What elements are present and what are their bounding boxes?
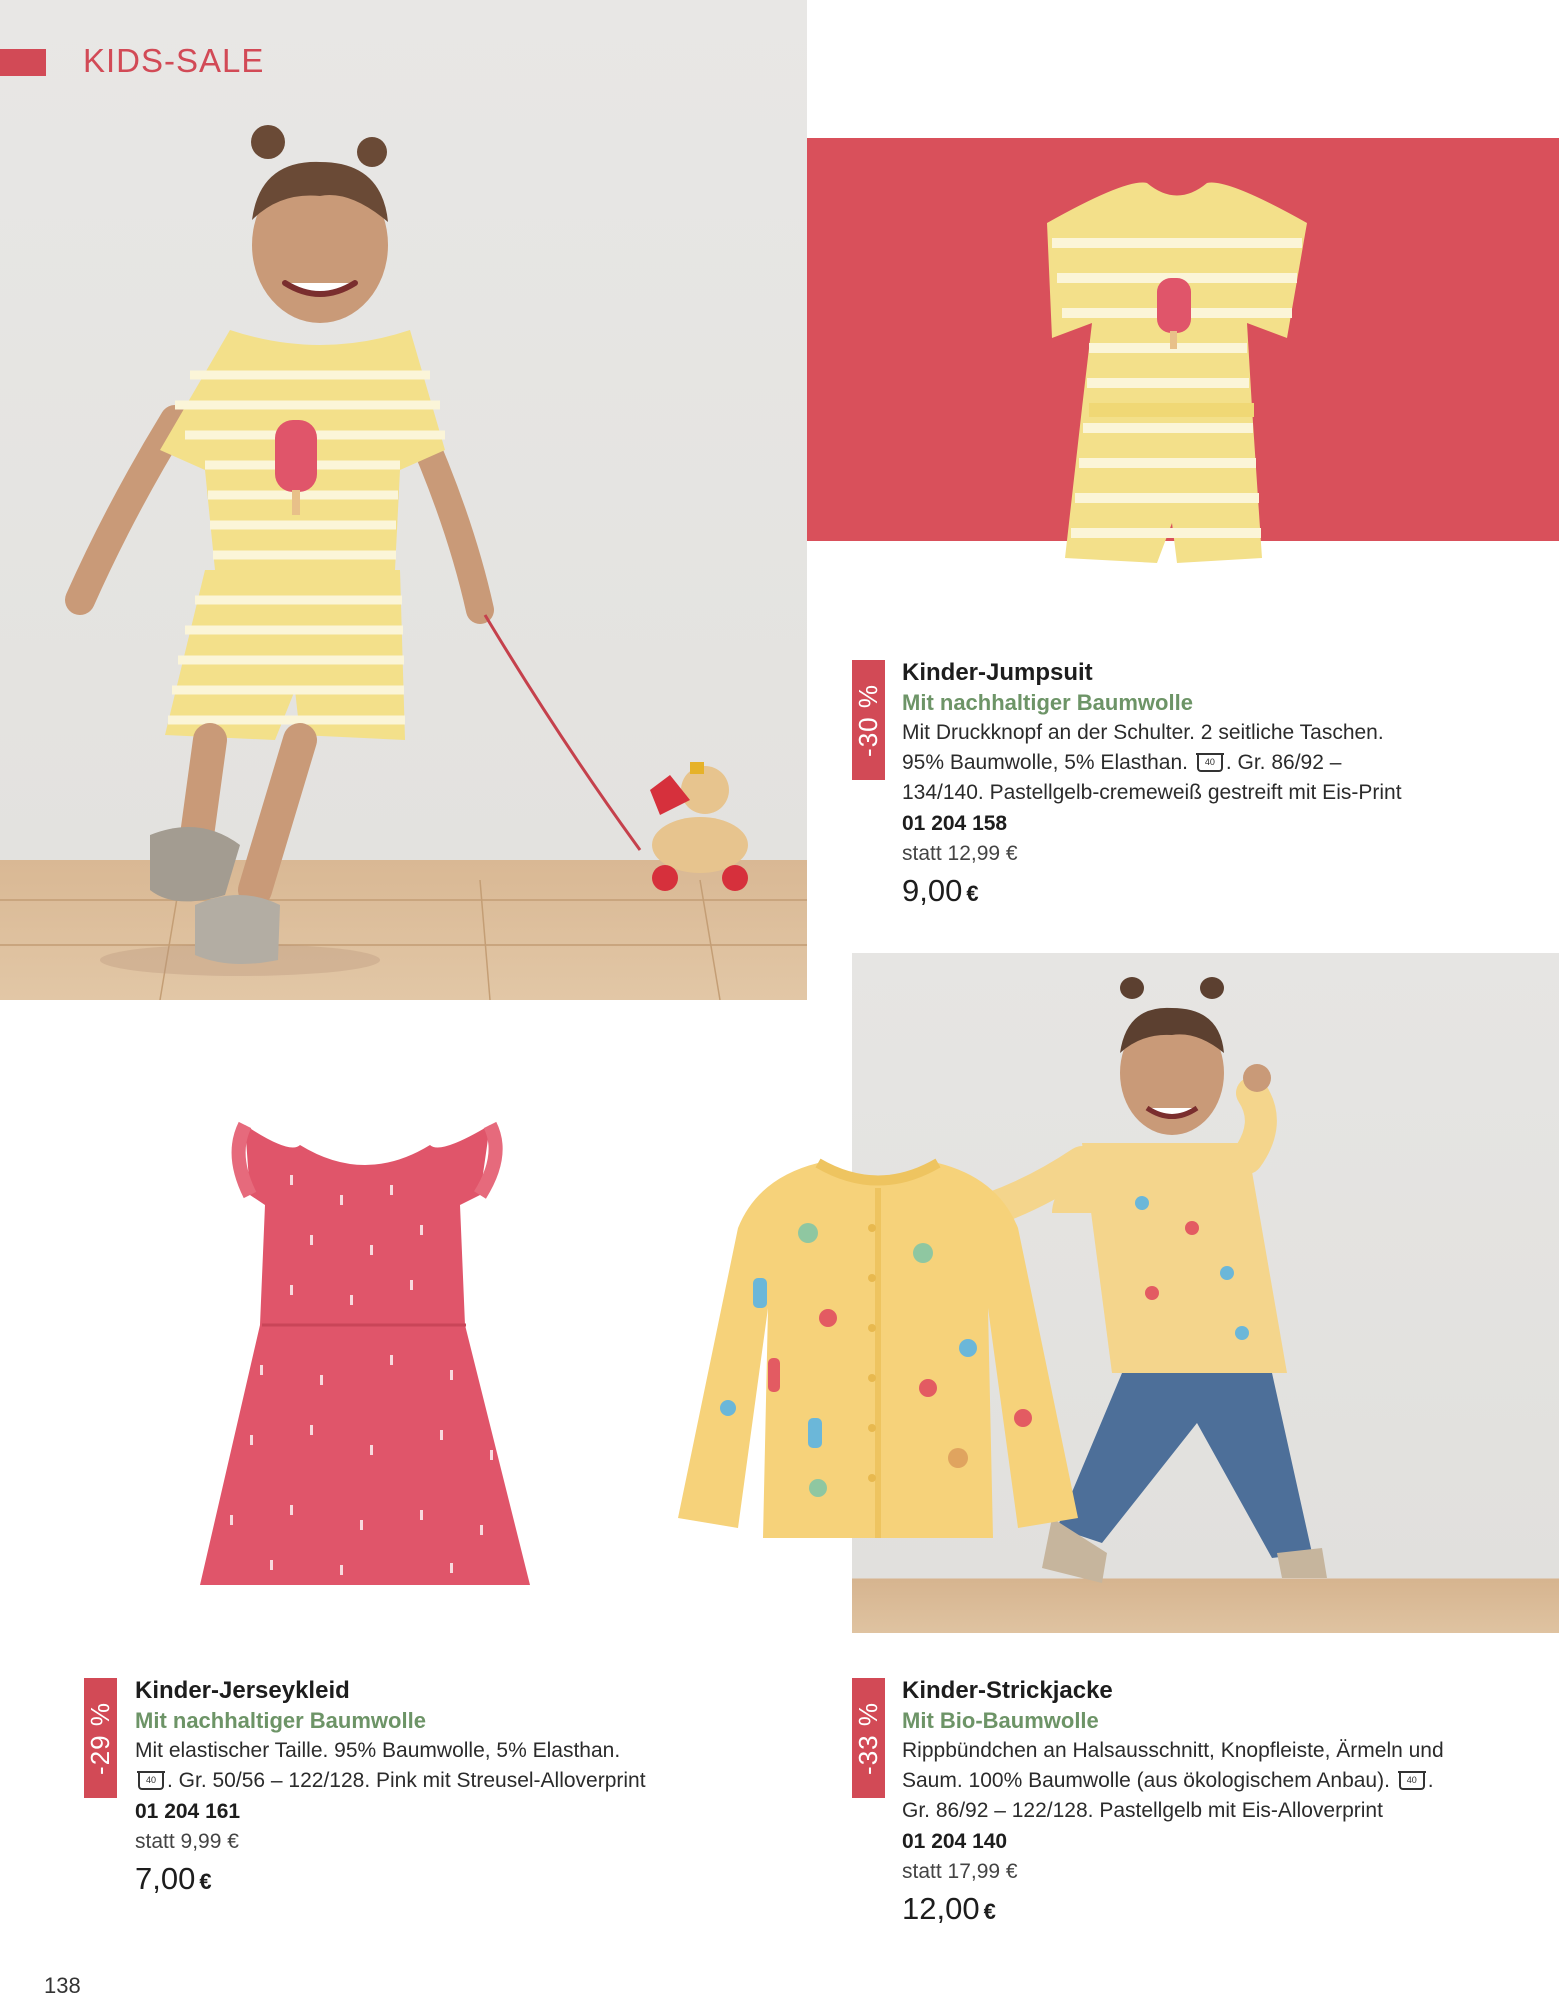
product-title: Kinder-Jumpsuit <box>902 659 1093 686</box>
product-photo-cardigan <box>668 1158 1088 1558</box>
wash-40-icon: 40 <box>1197 755 1223 772</box>
page-title: KIDS-SALE <box>83 42 265 79</box>
product-subtitle: Mit nachhaltiger Baumwolle <box>135 1708 426 1733</box>
product-code: 01 204 158 <box>902 812 1008 835</box>
old-price: statt 12,99 € <box>902 842 1018 865</box>
header-accent-bar <box>0 49 46 76</box>
child-jumpsuit-illustration <box>0 0 807 1000</box>
dress-illustration <box>190 1115 540 1595</box>
product-subtitle: Mit Bio-Baumwolle <box>902 1708 1099 1733</box>
product-title: Kinder-Strickjacke <box>902 1677 1113 1704</box>
product-photo-jumpsuit <box>807 138 1559 541</box>
price: 9,00 € <box>902 873 979 908</box>
product-description: 134/140. Pastellgelb-cremeweiß gestreift mit Eis-Print <box>902 781 1402 804</box>
product-description: Gr. 86/92 – 122/128. Pastellgelb mit Eis-Alloverprint <box>902 1799 1383 1822</box>
product-title: Kinder-Jerseykleid <box>135 1677 350 1704</box>
price: 12,00 € <box>902 1891 996 1926</box>
page-number: 138 <box>44 1973 81 1998</box>
old-price: statt 9,99 € <box>135 1830 239 1853</box>
product-subtitle: Mit nachhaltiger Baumwolle <box>902 690 1193 715</box>
product-code: 01 204 140 <box>902 1830 1008 1853</box>
lifestyle-photo-jumpsuit <box>0 0 807 1000</box>
product-description: Saum. 100% Baumwolle (aus ökologischem Anbau). 40 . <box>902 1769 1434 1792</box>
product-description: Mit Druckknopf an der Schulter. 2 seitliche Taschen. <box>902 721 1384 744</box>
discount-badge: -29 % <box>84 1678 117 1798</box>
jumpsuit-illustration <box>807 138 1559 618</box>
product-description: 95% Baumwolle, 5% Elasthan. 40 . Gr. 86/92 – <box>902 751 1342 774</box>
product-description: Rippbündchen an Halsausschnitt, Knopfleiste, Ärmeln und <box>902 1739 1444 1762</box>
product-description: Mit elastischer Taille. 95% Baumwolle, 5% Elasthan. <box>135 1739 621 1762</box>
product-code: 01 204 161 <box>135 1800 241 1823</box>
wash-40-icon: 40 <box>1399 1773 1425 1790</box>
product-description: 40 . Gr. 50/56 – 122/128. Pink mit Streusel-Alloverprint <box>135 1766 775 1796</box>
discount-badge: -33 % <box>852 1678 885 1798</box>
price: 7,00 € <box>135 1861 212 1896</box>
product-photo-dress <box>190 1115 540 1595</box>
old-price: statt 17,99 € <box>902 1860 1018 1883</box>
cardigan-illustration <box>668 1158 1088 1558</box>
discount-badge: -30 % <box>852 660 885 780</box>
wash-40-icon: 40 <box>138 1773 164 1790</box>
